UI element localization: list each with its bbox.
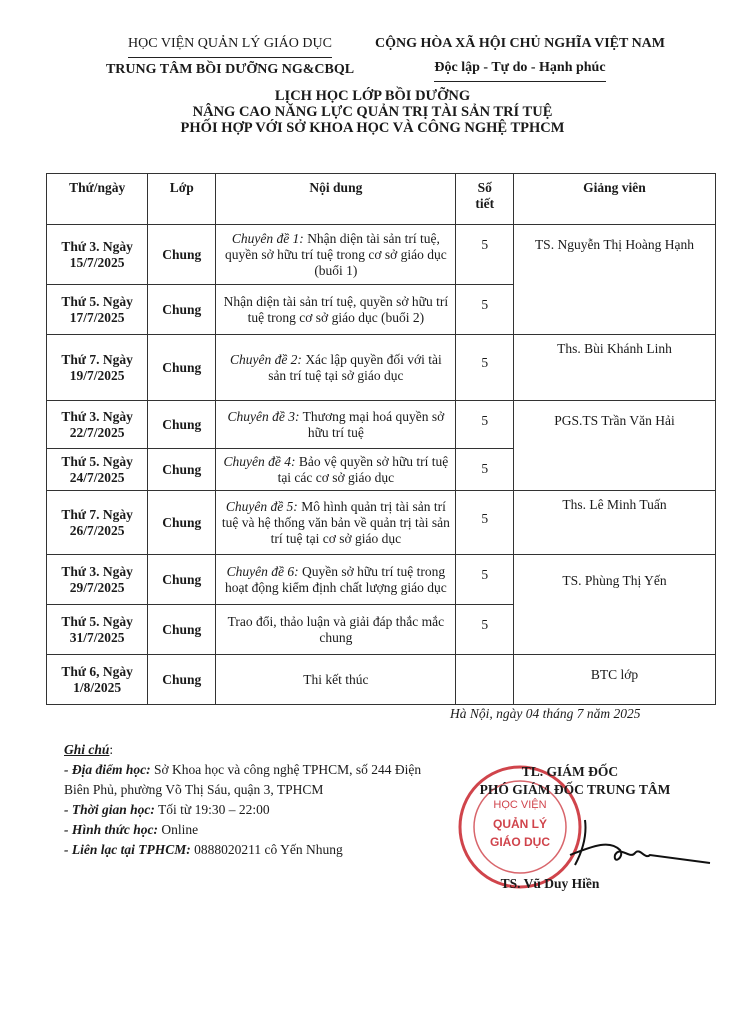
row-content: Chuyên đề 3: Thương mại hoá quyền sở hữu trí tuệ (216, 401, 456, 449)
row-hours: 5 (456, 491, 514, 555)
row-hours: 5 (456, 449, 514, 491)
header-lecturer: Giảng viên (514, 174, 716, 225)
row-date: Thứ 3. Ngày 22/7/2025 (47, 401, 148, 449)
header-hours (456, 174, 514, 225)
schedule-table (46, 173, 716, 705)
note-format: - Hình thức học: Online (64, 822, 199, 837)
row-hours: 5 (456, 225, 514, 285)
row-date: Thứ 6, Ngày 1/8/2025 (47, 655, 148, 705)
handwritten-signature-icon (565, 815, 715, 875)
row-hours: 5 (456, 285, 514, 335)
header-hours-l2: tiết (475, 196, 495, 211)
table-row (47, 225, 716, 285)
row-class: Chung (148, 335, 216, 401)
row-hours (456, 655, 514, 705)
row-hours: 5 (456, 555, 514, 605)
issuer-sub-unit: TRUNG TÂM BỒI DƯỠNG NG&CBQL (105, 62, 355, 77)
header-date: Thứ/ngày (47, 174, 148, 225)
row-class: Chung (148, 555, 216, 605)
row-class: Chung (148, 605, 216, 655)
row-class: Chung (148, 449, 216, 491)
note-contact: - Liên lạc tại TPHCM: 0888020211 cô Yến Nhung (64, 842, 343, 857)
title-line-2: NÂNG CAO NĂNG LỰC QUẢN TRỊ TÀI SẢN TRÍ TUỆ (192, 104, 553, 120)
table-row (47, 335, 716, 401)
row-content: Trao đổi, thảo luận và giải đáp thắc mắc chung (216, 605, 456, 655)
header-content: Nội dung (216, 174, 456, 225)
national-motto: Độc lập - Tự do - Hạnh phúc (434, 56, 605, 82)
notes-block: Ghi chú: - Địa điểm học: Sở Khoa học và công nghệ TPHCM, số 244 Điện Biên Phủ, phường Võ Thị Sáu, quận 3, TPHCM - Thời gian học: Tối từ 19:30 – 22:00 - Hình thức học: Online - Liên lạc tại TPHCM: 0888020211 cô Yến Nhung (64, 740, 444, 860)
stamp-text-1: HỌC VIỆN (493, 799, 547, 811)
issuer-org: HỌC VIỆN QUẢN LÝ GIÁO DỤC (128, 32, 332, 58)
notes-title: Ghi chú (64, 742, 110, 757)
row-hours: 5 (456, 335, 514, 401)
row-content: Chuyên đề 6: Quyền sở hữu trí tuệ trong hoạt động kiểm định chất lượng giáo dục (216, 555, 456, 605)
table-row (47, 655, 716, 705)
row-date: Thứ 7. Ngày 26/7/2025 (47, 491, 148, 555)
document-title (100, 88, 645, 136)
row-date: Thứ 7. Ngày 19/7/2025 (47, 335, 148, 401)
header-hours-l1: Số (477, 180, 492, 195)
row-class: Chung (148, 655, 216, 705)
row-date: Thứ 3. Ngày 15/7/2025 (47, 225, 148, 285)
row-date: Thứ 5. Ngày 24/7/2025 (47, 449, 148, 491)
header-class: Lớp (148, 174, 216, 225)
row-content: Chuyên đề 2: Xác lập quyền đối với tài sản trí tuệ tại sở giáo dục (216, 335, 456, 401)
national-header (340, 32, 700, 82)
row-content: Chuyên đề 5: Mô hình quản trị tài sản trí tuệ và hệ thống văn bản về quản trị tài sản trí tuệ tại cơ sở giáo dục (216, 491, 456, 555)
row-date: Thứ 3. Ngày 29/7/2025 (47, 555, 148, 605)
table-row (47, 401, 716, 449)
lecturer-cell: PGS.TS Trần Văn Hải (514, 401, 716, 491)
note-location: - Địa điểm học: Sở Khoa học và công nghệ TPHCM, số 244 Điện Biên Phủ, phường Võ Thị Sáu, quận 3, TPHCM (64, 762, 422, 797)
lecturer-cell: Ths. Bùi Khánh Linh (514, 335, 716, 401)
title-line-1: LỊCH HỌC LỚP BỒI DƯỠNG (274, 88, 471, 104)
lecturer-cell: TS. Nguyễn Thị Hoàng Hạnh (514, 225, 716, 335)
row-class: Chung (148, 491, 216, 555)
place-date-line: Hà Nội, ngày 04 tháng 7 năm 2025 (450, 706, 641, 721)
row-class: Chung (148, 225, 216, 285)
stamp-text-2: QUẢN LÝ (493, 817, 547, 831)
row-content: Nhận diện tài sản trí tuệ, quyền sở hữu trí tuệ trong cơ sở giáo dục (buổi 2) (216, 285, 456, 335)
title-line-3: PHỐI HỢP VỚI SỞ KHOA HỌC VÀ CÔNG NGHỆ TPHCM (180, 120, 565, 136)
row-content: Chuyên đề 4: Bảo vệ quyền sở hữu trí tuệ tại các cơ sở giáo dục (216, 449, 456, 491)
issuer-header (80, 32, 380, 82)
signer-name: TS. Vũ Duy Hiền (500, 876, 600, 891)
lecturer-cell: TS. Phùng Thị Yến (514, 555, 716, 655)
row-content: Chuyên đề 1: Nhận diện tài sản trí tuệ, quyền sở hữu trí tuệ trong cơ sở giáo dục (buổi 1) (216, 225, 456, 285)
lecturer-cell: Ths. Lê Minh Tuấn (514, 491, 716, 555)
table-row (47, 491, 716, 555)
row-hours: 5 (456, 401, 514, 449)
note-time: - Thời gian học: Tối từ 19:30 – 22:00 (64, 802, 270, 817)
row-content: Thi kết thúc (216, 655, 456, 705)
row-hours: 5 (456, 605, 514, 655)
national-title: CỘNG HÒA XÃ HỘI CHỦ NGHĨA VIỆT NAM (374, 36, 665, 51)
signature-title-2: PHÓ GIÁM ĐỐC TRUNG TÂM (479, 782, 671, 797)
table-header-row (47, 174, 716, 225)
table-row (47, 555, 716, 605)
stamp-text-3: GIÁO DỤC (490, 835, 550, 849)
lecturer-cell: BTC lớp (514, 655, 716, 705)
row-class: Chung (148, 401, 216, 449)
row-date: Thứ 5. Ngày 17/7/2025 (47, 285, 148, 335)
signature-title-1: TL. GIÁM ĐỐC (521, 764, 619, 779)
row-class: Chung (148, 285, 216, 335)
row-date: Thứ 5. Ngày 31/7/2025 (47, 605, 148, 655)
